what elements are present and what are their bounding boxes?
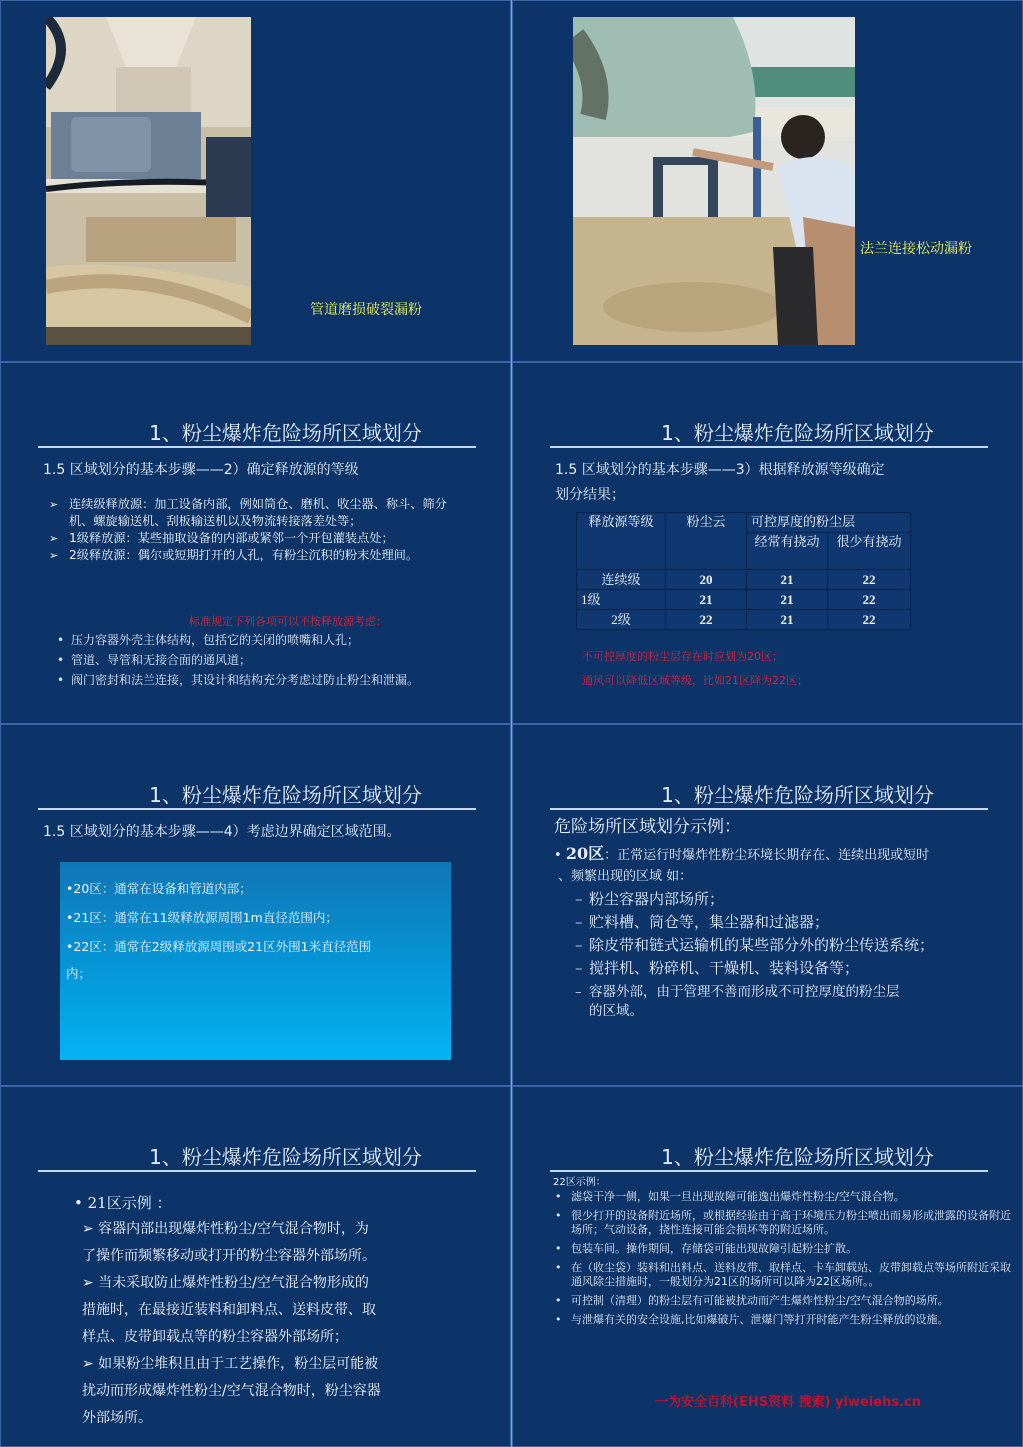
zone-22-range-cont: 内； bbox=[66, 966, 92, 981]
zone-22-range: •22区：通常在2级释放源周围或21区外围1米直径范围 bbox=[66, 939, 372, 954]
slide-title: 1、粉尘爆炸危险场所区域划分 bbox=[149, 783, 422, 807]
flange-photo bbox=[573, 17, 855, 345]
header-frequent-disturb: 经常有挠动 bbox=[747, 533, 828, 570]
bullet-icon: • bbox=[555, 1261, 562, 1274]
table-row: 连续级 20 21 22 bbox=[577, 570, 911, 590]
dash-icon: – bbox=[575, 890, 583, 908]
bullet-icon: • bbox=[555, 1313, 562, 1326]
zone-22-heading: 22区示例： bbox=[553, 1177, 606, 1188]
slide-subtitle: 1.5 区域划分的基本步骤——4）考虑边界确定区域范围。 bbox=[43, 824, 401, 840]
red-note-2: 通风可以降低区域等级，比如21区降为22区； bbox=[582, 674, 808, 687]
text-line: ➢ 容器内部出现爆炸性粉尘/空气混合物时，为 bbox=[82, 1221, 369, 1237]
text-line: 外部场所。 bbox=[82, 1410, 152, 1426]
title-divider bbox=[550, 1170, 988, 1172]
title-divider bbox=[38, 1170, 476, 1172]
arrow-bullet-icon: ➢ bbox=[49, 549, 59, 562]
slide-subtitle: 1.5 区域划分的基本步骤——3）根据释放源等级确定 bbox=[555, 462, 885, 478]
text-line: 了操作而频繁移动或打开的粉尘容器外部场所。 bbox=[82, 1248, 376, 1264]
slide-title: 1、粉尘爆炸危险场所区域划分 bbox=[661, 783, 934, 807]
list-item: – 搅拌机、粉碎机、干燥机、装料设备等； bbox=[575, 957, 934, 980]
header-release-grade: 释放源等级 bbox=[577, 513, 666, 570]
watermark-text: 一为安全百科(EHS资料 搜索) yiweiehs.cn bbox=[655, 1395, 921, 1410]
text-line: 措施时，在最接近装料和卸料点、送料皮带、取 bbox=[82, 1302, 376, 1318]
list-item: – 粉尘容器内部场所； bbox=[575, 888, 934, 911]
bullet-icon: • bbox=[555, 1190, 562, 1203]
zone-20-label: 20区 bbox=[565, 844, 605, 863]
slide-title: 1、粉尘爆炸危险场所区域划分 bbox=[661, 1145, 934, 1169]
bullet-icon: • bbox=[57, 633, 65, 647]
list-item: • 在（收尘袋）装料和出料点、送料皮带、取样点、卡车卸载站、皮带卸载点等场所附近采取通风除尘措施时，一般划分为21区的场所可以降为22区场所。。 bbox=[555, 1261, 1011, 1288]
list-item: ➢ 2级释放源：偶尔或短期打开的人孔，有粉尘沉积的粉末处理间。 bbox=[49, 548, 419, 562]
slide-release-grade bbox=[0, 362, 511, 724]
slide-flange-leak bbox=[512, 0, 1023, 362]
bullet-icon: • bbox=[554, 848, 566, 863]
title-divider bbox=[550, 808, 988, 810]
slide-subtitle: 1.5 区域划分的基本步骤——2）确定释放源的等级 bbox=[43, 462, 359, 478]
arrow-bullet-icon: ➢ bbox=[49, 498, 59, 511]
text-line: 扰动而形成爆炸性粉尘/空气混合物时，粉尘容器 bbox=[82, 1383, 381, 1399]
slide-pipe-wear bbox=[0, 0, 511, 362]
list-item: ➢ 连续级释放源：加工设备内部，例如筒仓、磨机、收尘器、称斗、筛分机、螺旋输送机、刮板输送机以及物流转接落差处等； bbox=[49, 497, 447, 528]
list-item: • 阀门密封和法兰连接，其设计和结构充分考虑过防止粉尘和泄漏。 bbox=[57, 673, 420, 687]
list-item: – 除皮带和链式运输机的某些部分外的粉尘传送系统； bbox=[575, 934, 934, 957]
header-dust-layer: 可控厚度的粉尘层 bbox=[747, 513, 911, 533]
dash-icon: – bbox=[575, 936, 583, 954]
title-divider bbox=[38, 808, 476, 810]
list-item: • 压力容器外壳主体结构，包括它的关闭的喷嘴和人孔； bbox=[57, 633, 360, 647]
text-line: 样点、皮带卸载点等的粉尘容器外部场所； bbox=[82, 1329, 348, 1345]
list-item: • 包装车间。操作期间，存储袋可能出现故障引起粉尘扩散。 bbox=[555, 1242, 857, 1255]
title-divider bbox=[38, 446, 476, 448]
list-item: • 管道、导管和无接合面的通风道； bbox=[57, 653, 252, 667]
dash-icon: – bbox=[575, 959, 583, 977]
zone-22-example-list bbox=[553, 1190, 1013, 1332]
list-item: – 贮料槽、筒仓等，集尘器和过滤器； bbox=[575, 911, 934, 934]
list-item: • 滤袋干净一侧，如果一旦出现故障可能逸出爆炸性粉尘/空气混合物。 bbox=[555, 1190, 905, 1203]
list-item: • 与泄爆有关的安全设施,比如爆破片、泄爆门等打开时能产生粉尘释放的设施。 bbox=[555, 1313, 949, 1326]
title-divider bbox=[550, 446, 988, 448]
list-item: • 可控制（清理）的粉尘层有可能被扰动而产生爆炸性粉尘/空气混合物的场所。 bbox=[555, 1294, 949, 1307]
bullet-icon: • bbox=[555, 1242, 562, 1255]
zone-21-range: •21区：通常在11级释放源周围1m直径范围内； bbox=[66, 910, 338, 925]
list-item: – 容器外部，由于管理不善而形成不可控厚度的粉尘层 的区域。 bbox=[575, 984, 900, 1019]
text-line: ➢ 当未采取防止爆炸性粉尘/空气混合物形成的 bbox=[82, 1275, 369, 1291]
red-note: 标准规定下列各项可以不按释放源考虑： bbox=[189, 615, 387, 628]
slide-title: 1、粉尘爆炸危险场所区域划分 bbox=[661, 421, 934, 445]
list-item: • 很少打开的设备附近场所，或根据经验由于高于环境压力粉尘喷出而易形成泄露的设备附近场所；气动设备，挠性连接可能会损坏等的附近场所。 bbox=[555, 1209, 1011, 1236]
zone-20-examples bbox=[575, 888, 934, 1021]
text-line: ➢ 如果粉尘堆积且由于工艺操作，粉尘层可能被 bbox=[82, 1356, 379, 1372]
release-source-list bbox=[49, 496, 454, 564]
list-item: ➢ 1级释放源：某些抽取设备的内部或紧邻一个开包灌装点处； bbox=[49, 531, 394, 545]
zone-20-range: •20区：通常在设备和管道内部； bbox=[66, 881, 252, 896]
header-dust-cloud: 粉尘云 bbox=[666, 513, 747, 570]
bullet-icon: • bbox=[57, 653, 65, 667]
bullet-icon: • bbox=[555, 1294, 562, 1307]
slide-title: 1、粉尘爆炸危险场所区域划分 bbox=[149, 421, 422, 445]
dash-icon: – bbox=[575, 984, 582, 1000]
examples-heading: 危险场所区域划分示例： bbox=[554, 817, 741, 837]
exclusion-list bbox=[55, 632, 460, 692]
zone-range-box bbox=[60, 862, 451, 1060]
table-row: 2级 22 21 22 bbox=[577, 610, 911, 630]
zone-21-example-list bbox=[60, 1190, 460, 1432]
photo-caption: 法兰连接松动漏粉 bbox=[860, 241, 972, 257]
zone-classification-table bbox=[576, 512, 911, 630]
slide-title: 1、粉尘爆炸危险场所区域划分 bbox=[149, 1145, 422, 1169]
arrow-bullet-icon: ➢ bbox=[49, 532, 59, 545]
bullet-icon: • bbox=[555, 1209, 562, 1222]
zone-21-heading: • 21区示例 ： bbox=[74, 1194, 172, 1212]
table-row: 1级 21 21 22 bbox=[577, 590, 911, 610]
bullet-icon: • bbox=[57, 673, 65, 687]
header-rare-disturb: 很少有挠动 bbox=[828, 533, 911, 570]
slide-subtitle-line2: 划分结果； bbox=[555, 487, 625, 503]
machinery-photo bbox=[46, 17, 251, 345]
zone-20-definition: • 20区：正常运行时爆炸性粉尘环境长期存在、连续出现或短时 、频繁出现的区域 如： bbox=[554, 844, 930, 884]
red-note-1: 不可控厚度的粉尘层存在时应划为20区； bbox=[582, 650, 783, 663]
photo-caption: 管道磨损破裂漏粉 bbox=[310, 302, 422, 318]
dash-icon: – bbox=[575, 913, 583, 931]
